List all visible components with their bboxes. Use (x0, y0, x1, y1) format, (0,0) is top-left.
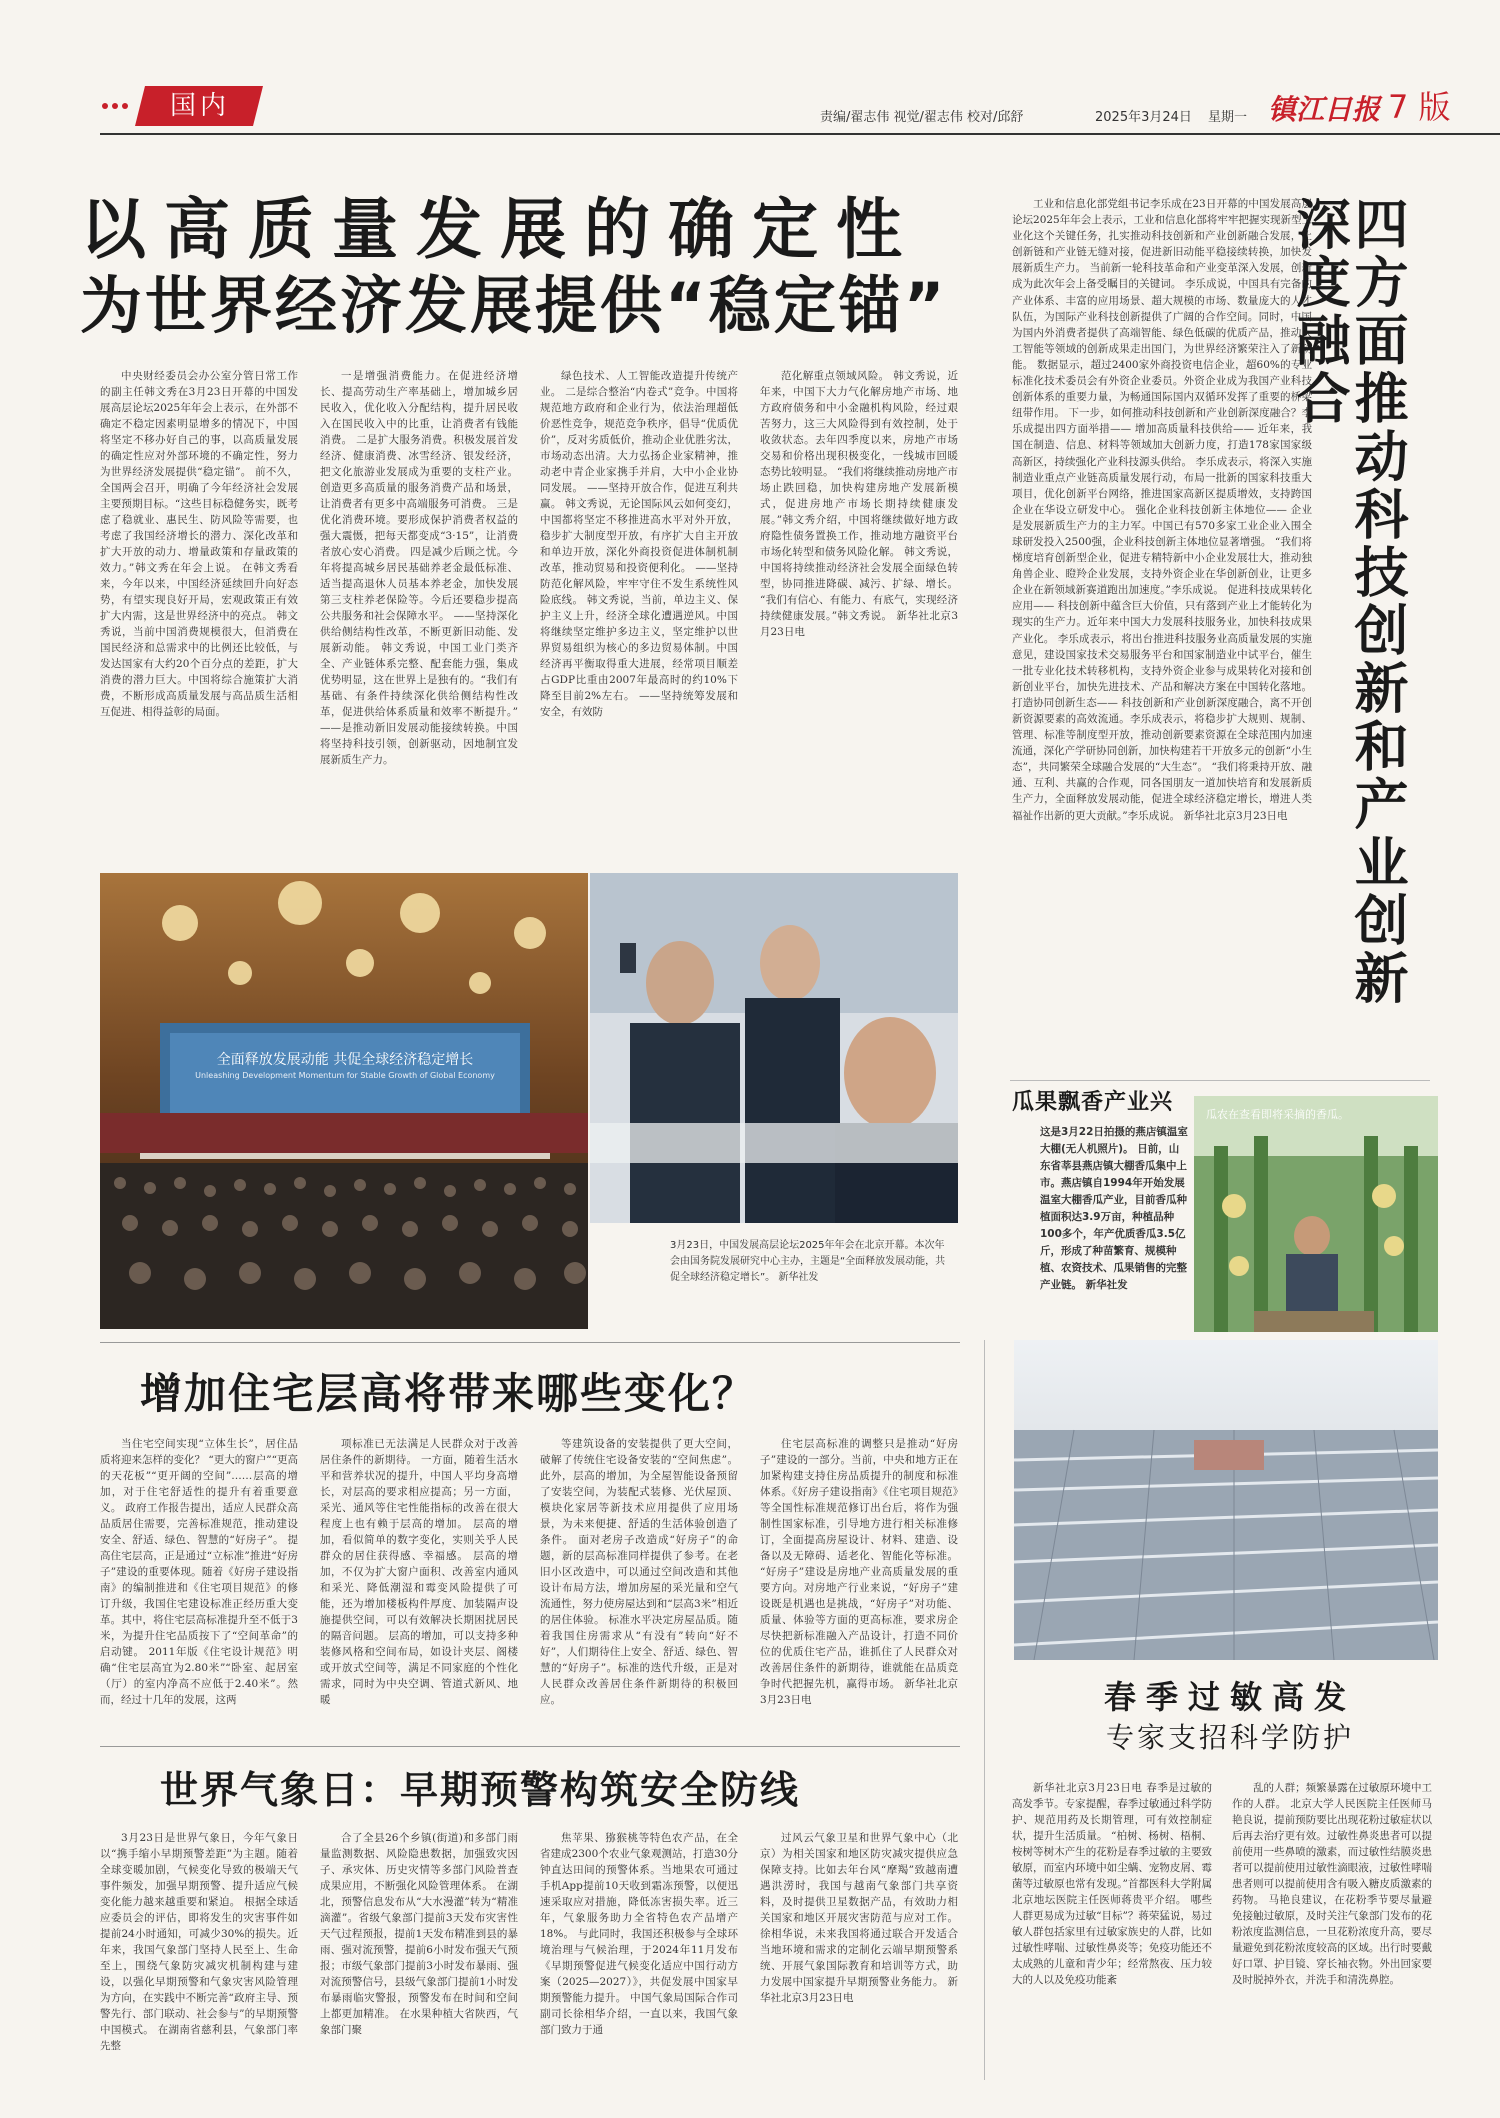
audience-illustration (590, 873, 958, 1223)
main-col4-text: 范化解重点领域风险。 韩文秀说，近年来，中国下大力气化解房地产市场、地方政府债务和中小金融机构风险，经过艰苦努力，这三大风险得到有效控制，处于收敛状态。去年四季度以来，房地产市场交易和价格出现积极变化，一线城市回暖态势比较明显。 “我们将继续推动房地产市场止跌回稳，加快构建房地产发展新模式，促进房地产市场长期持续健康发展。”韩文秀介绍，中国将继续做好地方政府隐性债务置换工作，推动地方融资平台市场化转型和债务风险化解。 韩文秀说，中国将持续推动经济社会发展全面绿色转型，协同推进降碳、减污、扩绿、增长。 “我们有信心、有能力、有底气，实现经济持续健康发展。”韩文秀说。 新华社北京3月23日电 (760, 370, 958, 638)
allergy-col2 (1232, 1780, 1432, 2080)
housing-col1-text: 当住宅空间实现“立体生长”，居住品质将迎来怎样的变化？ “更大的窗户”“更高的天花板”“更开阔的空间”……层高的增加，对于住宅舒适性的提升有着重要意义。 政府工作报告提出，适应人民群众高品质居住需要，完善标准规范，推动建设安全、舒适、绿色、智慧的“好房子”。 提高住宅层高，正是通过“立标准”推进“好房子”建设的重要体现。随着《好房子建设指南》的编制推进和《住宅项目规范》的修订升级，我国住宅建设标准正经历重大变革。其中，将住宅层高标准提升至不低于3米，为提升住宅品质按下了“空间革命”的启动键。 2011年版《住宅设计规范》明确“住宅层高宜为2.80米”“卧室、起居室（厅）的室内净高不应低于2.40米”。然而，经过十几年的发展，这两 (100, 1438, 298, 1706)
melon-farmer-illustration (1194, 1096, 1438, 1332)
weather-col2 (320, 1830, 518, 2080)
weather-top-rule (100, 1746, 960, 1747)
housing-col1 (100, 1436, 298, 1736)
greenhouse-illustration (1014, 1340, 1438, 1660)
allergy-col2-text: 乱的人群；频繁暴露在过敏原环境中工作的人群。 北京大学人民医院主任医师马艳良说，提前预防要比出现花粉过敏症状以后再去治疗更有效。过敏性鼻炎患者可以提前使用一些鼻喷的激素，而过敏性结膜炎患者可以提前使用过敏性滴眼液，过敏性哮喘患者则可以提前使用含有吸入糖皮质激素的药物。 马艳良建议，在花粉季节要尽量避免接触过敏原，及时关注气象部门发布的花粉浓度监测信息，一旦花粉浓度升高，要尽量避免到花粉浓度较高的区域。出行时要戴好口罩、护目镜、穿长袖衣物。外出回家要及时脱掉外衣，并洗手和清洗鼻腔。 (1232, 1782, 1432, 1986)
main-col2-text: 一是增强消费能力。在促进经济增长、提高劳动生产率基础上，增加城乡居民收入，优化收入分配结构，提升居民收入在国民收入中的比重，让消费者有钱能消费。 二是扩大服务消费。积极发展首发经济、健康消费、冰雪经济、银发经济，把文化旅游业发展成为重要的支柱产业。创造更多高质量的服务消费产品和场景，让消费者有更多中高端服务可消费。 三是优化消费环境。要形成保护消费者权益的强大震慑，把每天都变成“3·15”，让消费者放心安心消费。 四是减少后顾之忧。今年将提高城乡居民基础养老金最低标准、适当提高退休人员基本养老金，加快发展第三支柱养老保险等。今后还要稳步提高公共服务和社会保障水平。 ——坚持深化供给侧结构性改革，不断更新旧动能、发展新动能。 韩文秀说，中国工业门类齐全、产业链体系完整、配套能力强，集成优势明显，这在世界上是独有的。“我们有基础、有条件持续深化供给侧结构性改革，促进供给体系质量和效率不断提升。” ——是推动新旧发展动能接续转换。中国将坚持科技引领，创新驱动，因地制宜发展新质生产力。 (320, 370, 518, 766)
forum-hall-photo (100, 873, 588, 1329)
housing-col2-text: 项标准已无法满足人民群众对于改善居住条件的新期待。 一方面，随着生活水平和营养状况的提升，中国人平均身高增长，对层高的要求相应提高；另一方面，采光、通风等住宅性能指标的改善在很大程度上也有赖于层高的增加。 层高的增加，看似简单的数字变化，实则关乎人民群众的居住获得感、幸福感。 层高的增加，不仅为扩大窗户面积、改善室内通风和采光、降低潮湿和霉变风险提供了可能，还为增加楼板构件厚度、加装隔声设施提供空间，可以有效解决长期困扰居民的隔音问题。 层高的增加，可以支持多种装修风格和空间布局，如设计夹层、阁楼或开放式空间等，满足不同家庭的个性化需求，同时为中央空调、管道式新风、地暖 (320, 1438, 518, 1706)
greenhouse-aerial-photo (1014, 1340, 1438, 1660)
stage-banner-en: Unleashing Development Momentum for Stable Growth of Global Economy (195, 1071, 495, 1080)
weather-col4-text: 过风云气象卫星和世界气象中心（北京）为相关国家和地区防灾减灾提供应急保障支持。比如去年台风“摩羯”致越南遭遇洪涝时，我国与越南气象部门共享资料，及时提供卫星数据产品，有效助力相关国家和地区开展灾害防范与应对工作。 徐相华说，未来我国将通过联合开发适合当地环境和需求的定制化云端早期预警系统、开展气象国际教育和培训等方式，助力发展中国家提升早期预警业务能力。 新华社北京3月23日电 (760, 1832, 958, 2004)
section-label: 国内 (169, 91, 230, 121)
main-article-col2 (320, 368, 518, 868)
forum-caption-text: 3月23日，中国发展高层论坛2025年年会在北京开幕。本次年会由国务院发展研究中心主办，主题是“全面释放发展动能，共促全球经济稳定增长”。 新华社发 (670, 1240, 946, 1283)
weather-col3-text: 焦苹果、猕猴桃等特色农产品，在全省建成2300个农业气象观测站，打造30分钟直达田间的预警体系。当地果农可通过手机App提前10天收到霜冻预警，以便迅速采取应对措施，降低冻害损失率。近三年，气象服务助力全省特色农产品增产18%。 与此同时，我国还积极参与全球环境治理与气候治理，于2024年11月发布《早期预警促进气候变化适应中国行动方案（2025—2027）》，共促发展中国家早期预警能力提升。 中国气象局国际合作司副司长徐相华介绍，一直以来，我国气象部门致力于通 (540, 1832, 738, 2036)
side-headline: 四方面推动科技创新和产业创新深度融合 (1288, 196, 1409, 1008)
stage-banner-cn: 全面释放发展动能 共促全球经济稳定增长 (216, 1052, 474, 1068)
editors-line: 责编/翟志伟 视觉/翟志伟 校对/邱舒 (820, 110, 1024, 125)
housing-col4-text: 住宅层高标准的调整只是推动“好房子”建设的一部分。当前，中央和地方正在加紧构建支持住房品质提升的制度和标准体系。《好房子建设指南》《住宅项目规范》等全国性标准规范修订出台后，将作为强制性国家标准，引导地方进行相关标准修订，全面提高房屋设计、材料、建造、设备以及无障碍、适老化、智能化等标准。 “好房子”建设是房地产业高质量发展的重要方向。对房地产行业来说，“好房子”建设既是机遇也是挑战，“好房子”对功能、质量、体验等方面的更高标准，要求房企尽快把新标准融入产品设计，打造不同价位的优质住宅产品，谁抓住了人民群众对改善居住条件的新期待，谁就能在品质竞争时代把握先机，赢得市场。 新华社北京3月23日电 (760, 1438, 958, 1706)
main-article-col3 (540, 368, 738, 868)
melon-photo-label: 瓜农在查看即将采摘的香瓜。 (1206, 1108, 1349, 1121)
main-article-col4 (760, 368, 958, 868)
weather-col2-text: 合了全县26个乡镇(街道)和多部门雨量监测数据、风险隐患数据，加强致灾因子、承灾体、历史灾情等多部门风险普查成果应用，不断强化风险管理体系。 在湖北，预警信息发布从“大水漫灌”转为“精准滴灌”。省级气象部门提前3天发布灾害性天气过程预报，提前1天发布精准到县的暴雨、强对流预警，提前6小时发布强天气预报；市级气象部门提前3小时发布暴雨、强对流预警信号，县级气象部门提前1小时发布暴雨临灾警报，预警发布在时间和空间上都更加精准。 在水果种植大省陕西，气象部门聚 (320, 1832, 518, 2036)
allergy-headline-line1: 春季过敏高发 (1103, 1678, 1356, 1716)
forum-hall-illustration (100, 873, 588, 1329)
weather-headline: 世界气象日：早期预警构筑安全防线 (160, 1768, 801, 1812)
housing-headline: 增加住宅层高将带来哪些变化？ (140, 1369, 757, 1418)
main-col1-text: 中央财经委员会办公室分管日常工作的副主任韩文秀在3月23日开幕的中国发展高层论坛2025年年会上表示，在外部不确定不稳定因素明显增多的情况下，中国将坚定不移办好自己的事，以高质量发展的确定性应对外部环境的不确定性，努力为世界经济发展提供“稳定锚”。 前不久，全国两会召开，明确了今年经济社会发展主要预期目标。“这些目标稳健务实，既考虑了稳就业、惠民生、防风险等需要，也考虑了我国经济增长的潜力、深化改革和扩大开放的动力、增量政策和存量政策的效力。”韩文秀在年会上说。 在韩文秀看来，今年以来，中国经济延续回升向好态势，有望实现良好开局，宏观政策正有效扩大内需，这是世界经济中的亮点。 韩文秀说，当前中国消费规模很大，但消费在国民经济和总需求中的比例还比较低，与发达国家有大约20个百分点的差距，扩大消费的潜力巨大。中国将综合施策扩大消费，不断形成高质量发展与高品质生活相互促进、相得益彰的局面。 (100, 370, 298, 718)
main-headline-line1: 以高质量发展的确定性 (80, 191, 920, 268)
header-date: 2025年3月24日 (1095, 110, 1192, 125)
allergy-col1 (1012, 1780, 1212, 2080)
weather-col4 (760, 1830, 958, 2080)
main-col3-text: 绿色技术、人工智能改造提升传统产业。 二是综合整治“内卷式”竞争。中国将规范地方政府和企业行为，依法治理超低价恶性竞争，规范竞争秩序，倡导“优质优价”，反对劣质低价，推动企业优胜劣汰，市场动态出清。大力弘扬企业家精神，推动老中青企业家携手并肩，大中小企业协同发展。 ——坚持开放合作，促进互利共赢。 韩文秀说，无论国际风云如何变幻，中国都将坚定不移推进高水平对外开放，稳步扩大制度型开放，有序扩大自主开放和单边开放，深化外商投资促进体制机制改革，推动贸易和投资便利化。 ——坚持防范化解风险，牢牢守住不发生系统性风险底线。 韩文秀说，当前，单边主义、保护主义上升，经济全球化遭遇逆风。中国将继续坚定维护多边主义，坚定维护以世界贸易组织为核心的多边贸易体制。中国经济再平衡取得重大进展，经常项目顺差占GDP比重由2007年最高时的约10%下降至目前2%左右。 ——坚持统筹发展和安全，有效防 (540, 370, 738, 718)
melon-title: 瓜果飘香产业兴 (1012, 1090, 1174, 1115)
melon-farmer-photo (1194, 1096, 1438, 1332)
melon-caption-text: 这是3月22日拍摄的燕店镇温室大棚(无人机照片)。 日前，山东省莘县燕店镇大棚香瓜集中上市。燕店镇自1994年开始发展温室大棚香瓜产业，目前香瓜种植面积达3.9万亩，种植品种100多个，年产优质香瓜3.5亿斤，形成了种苗繁育、规模种植、农资技术、瓜果销售的完整产业链。 新华社发 (1040, 1126, 1188, 1291)
forum-photo-caption (590, 1226, 958, 1330)
header-rule (100, 133, 1500, 135)
housing-col4 (760, 1436, 958, 1736)
main-headline-line2: 为世界经济发展提供“稳定锚” (80, 269, 948, 342)
weather-col1-text: 3月23日是世界气象日，今年气象日以“携手缩小早期预警差距”为主题。随着全球变暖加剧，气候变化导致的极端天气事件频发，加强早期预警、提升适应气候变化能力越来越重要和紧迫。 根据全球适应委员会的评估，即将发生的灾害事件如提前24小时通知，可减少30%的损失。近年来，我国气象部门坚持人民至上、生命至上，围绕气象防灾减灾机制构建与建设，以强化早期预警和气象灾害风险管理为方向，在实践中不断完善“政府主导、预警先行、部门联动、社会参与”的早期预警中国模式。 在湖南省慈利县，气象部门率先整 (100, 1832, 298, 2052)
melon-box-top-rule (1010, 1080, 1430, 1081)
housing-col2 (320, 1436, 518, 1736)
paper-logo: 镇江日报 (1268, 93, 1381, 126)
header-dots (100, 96, 130, 116)
allergy-headline-line2: 专家支招科学防护 (1105, 1721, 1354, 1754)
side-article-text: 工业和信息化部党组书记李乐成在23日开幕的中国发展高层论坛2025年年会上表示，工业和信息化部将牢牢把握实现新型工业化这个关键任务，扎实推动科技创新和产业创新融合发展，让创新链和产业链无缝对接，促进新旧动能平稳接续转换，加快发展新质生产力。 当前新一轮科技革命和产业变革深入发展，创新成为此次年会上备受瞩目的关键词。 李乐成说，中国具有完备的产业体系、丰富的应用场景、超大规模的市场、数量庞大的人才队伍，为国际产业科技创新提供了广阔的合作空间。同时，中国为国内外消费者提供了高端智能、绿色低碳的优质产品，推动人工智能等领域的创新成果走出国门，为世界经济繁荣注入了新动能。 数据显示，超过2400家外商投资电信企业，超60%的专业标准化技术委员会有外资企业委员。外资企业成为我国产业科技创新体系的重要力量，为畅通国际国内双循环发挥了重要的桥梁纽带作用。 下一步，如何推动科技创新和产业创新深度融合？李乐成提出四方面举措—— 增加高质量科技供给—— 近年来，我国在制造、信息、材料等领域加大创新力度，打造178家国家级高新区，持续强化产业科技源头供给。 李乐成表示，将深入实施制造业重点产业链高质量发展行动，布局一批新的国家科技重大项目，优化创新平台网络，推进国家高新区提质增效，支持跨国企业在华设立研发中心。 强化企业科技创新主体地位—— 企业是发展新质生产力的主力军。中国已有570多家工业企业入围全球研发投入2500强，企业科技创新主体地位显著增强。 “我们将梯度培育创新型企业，促进专精特新中小企业发展壮大，推动独角兽企业、瞪羚企业发展，支持外资企业在华创新创业，让更多企业在新领域新赛道跑出加速度。”李乐成说。 促进科技成果转化应用—— 科技创新中蕴含巨大价值，只有落到产业上才能转化为现实的生产力。近年来中国大力发展科技服务业，加快科技成果产业化。 李乐成表示，将出台推进科技服务业高质量发展的实施意见，建设国家技术交易服务平台和国家制造业中试平台，催生一批专业化技术转移机构，支持外资企业参与成果转化对接和创新创业平台，加快先进技术、产品和解决方案在中国转化落地。 打造协同创新生态—— 科技创新和产业创新深度融合，离不开创新资源要素的高效流通。李乐成表示，将稳步扩大规则、规制、管理、标准等制度型开放，推动创新要素资源在全球范围内加速流通，深化产学研协同创新，加快构建若干开放多元的创新“小生态”，共同繁荣全球融合发展的“大生态”。 “我们将秉持开放、融通、互利、共赢的合作观，同各国朋友一道加快培育和发展新质生产力，全面释放发展动能，促进全球经济稳定增长，增进人类福祉作出新的更大贡献。”李乐成说。 新华社北京3月23日电 (1012, 198, 1312, 822)
weather-col1 (100, 1830, 298, 2080)
forum-audience-photo (590, 873, 958, 1223)
header-weekday: 星期一 (1208, 110, 1248, 125)
allergy-left-rule (984, 1340, 985, 2080)
dots-icon (100, 96, 130, 116)
housing-top-rule (100, 1342, 960, 1343)
allergy-col1-text: 新华社北京3月23日电 春季是过敏的高发季节。专家提醒，春季过敏通过科学防护、规范用药及长期管理，可有效控制症状，提升生活质量。 “柏树、杨树、梧桐、桉树等树木产生的花粉是春季过敏的主要致敏原，而室内环境中如尘螨、宠物皮屑、霉菌等过敏原也常有发现。”首都医科大学附属北京地坛医院主任医师蒋贵平介绍。 哪些人群更易成为过敏“目标”？蒋荣猛说，易过敏人群包括家里有过敏家族史的人群，比如过敏性哮喘、过敏性鼻炎等；免疫功能还不太成熟的儿童和青少年；经常熬夜、压力较大的人以及免疫功能紊 (1012, 1782, 1212, 1986)
melon-caption (1040, 1124, 1188, 1320)
side-article-body (1012, 196, 1312, 1036)
main-article-col1 (100, 368, 298, 868)
weather-col3 (540, 1830, 738, 2080)
housing-col3-text: 等建筑设备的安装提供了更大空间，破解了传统住宅设备安装的“空间焦虑”。 此外，层高的增加，为全屋智能设备预留了安装空间，为装配式装修、光伏屋顶、模块化家居等新技术应用提供了应用场景，为未来便捷、舒适的生活体验创造了条件。 面对老房子改造成“好房子”的命题，新的层高标准同样提供了参考。在老旧小区改造中，可以通过空间改造和其他设计布局方法，增加房屋的采光量和空气流通性，努力使房屋达到和“层高3米”相近的居住体验。 标准水平决定房屋品质。随着我国住房需求从“有没有”转向“好不好”，人们期待住上安全、舒适、绿色、智慧的“好房子”。标准的迭代升级，正是对人民群众改善居住条件新期待的积极回应。 (540, 1438, 738, 1706)
housing-col3 (540, 1436, 738, 1736)
page-number: 7 版 (1388, 88, 1451, 126)
